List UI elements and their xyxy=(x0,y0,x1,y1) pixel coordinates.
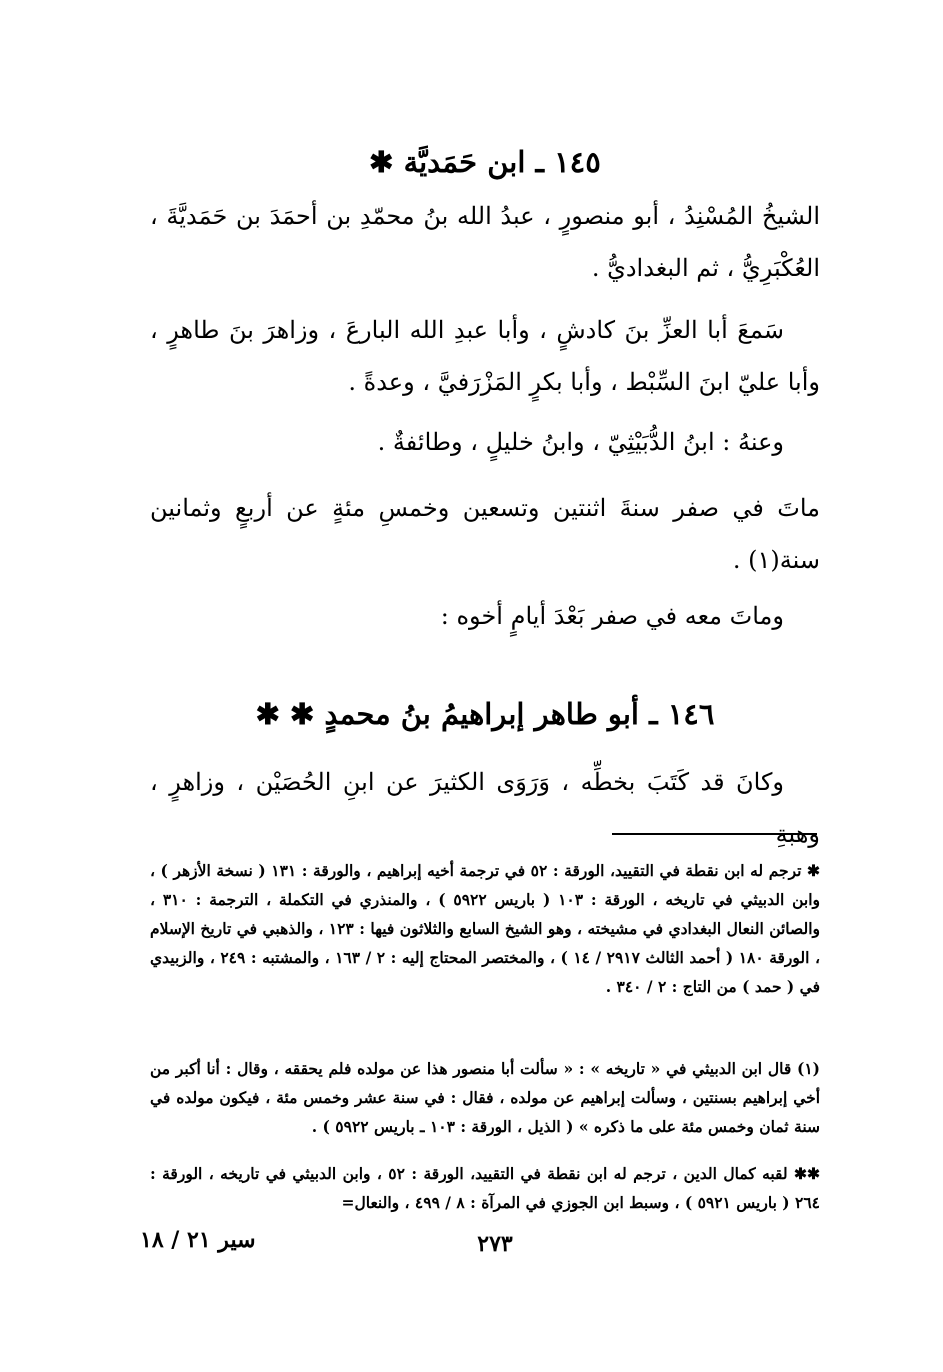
footnote-double-star: ✱✱ لقبه كمال الدين ، ترجم له ابن نقطة في التقييد، الورقة : ٥٢ ، وابن الدبيثي في تاريخه ، الورقة : ٢٦٤ ( باريس ٥٩٢١ ) ، وسبط ابن الجوزي في المرآة : ٨ / ٤٩٩ ، والنعال= xyxy=(150,1164,820,1212)
footnote-separator xyxy=(612,833,817,835)
footnote-star: ✱ ترجم له ابن نقطة في التقييد، الورقة : ٥٢ في ترجمة أخيه إبراهيم ، والورقة : ١٣١ ( نسخة الأزهر ) ، وابن الدبيثي في تاريخه ، الورقة : ١٠٣ ( باريس ٥٩٢٢ ) ، والمنذري في التكملة ، الترجمة : ٣١٠ ، والصائن النعال البغدادي في مشيخته ، وهو الشيخ السابع والثلاثون فيها : ١٢٣ ، والذهبي في تاريخ الإسلام ، الورقة ١٨٠ ( أحمد الثالث ٢٩١٧ / ١٤ ) ، والمختصر المحتاج إليه : ٢ / ١٦٣ ، والمشتبه : ٢٤٩ ، والزبيدي في ( حمد ) من التاج : ٢ / ٣٤٠ . xyxy=(150,861,821,996)
page-number: ٢٧٣ xyxy=(477,1231,513,1257)
entry-145-heading: ١٤٥ ـ ابن حَمَديَّة ✱ xyxy=(369,145,601,179)
entry-146-text: وكانَ قد كَتَبَ بخطِّه ، وَرَوَى الكثيرَ عن ابنِ الحُصَيْن ، وزاهرٍ ، وهبةِ xyxy=(150,768,820,848)
entry-145-death: ماتَ في صفر سنةَ اثنتين وتسعين وخمسِ مئةٍ عن أربعٍ وثمانين سنة(١) . xyxy=(150,494,820,574)
entry-145-heard-from: سَمعَ أبا العزِّ بنَ كادشٍ ، وأبا عبدِ الله البارعَ ، وزاهرَ بنَ طاهرٍ ، وأبا عليّ ابنَ السِّبْط ، وأبا بكرٍ المَزْرَفيَّ ، وعدةً . xyxy=(150,316,820,396)
signature-mark: سير ٢١ / ١٨ xyxy=(140,1227,256,1253)
entry-145-intro: الشيخُ المُسْنِدُ ، أبو منصورٍ ، عبدُ الله بنُ محمّدِ بن أحمَدَ بن حَمَديَّةَ ، العُكْبَرِيُّ ، ثم البغداديُّ . xyxy=(150,202,820,282)
footnote-1: (١) قال ابن الدبيثي في « تاريخه » : « سألت أبا منصور هذا عن مولده فلم يحققه ، وقال : أنا أكبر من أخي إبراهيم بسنتين ، وسألت إبراهيم عن مولده ، فقال : في سنة عشر وخمس مئة ، فيكون مولده في سنة ثمان وخمس مئة على ما ذكره » ( الذيل ، الورقة : ١٠٣ ـ باريس ٥٩٢٢ ) . xyxy=(150,1059,820,1136)
entry-145-brother: وماتَ معه في صفر بَعْدَ أيامٍ أخوه : xyxy=(440,602,784,630)
entry-145-students: وعنهُ : ابنُ الدُّبَيْثِيّ ، وابنُ خليلٍ ، وطائفةٌ . xyxy=(377,428,784,456)
entry-146-heading: ١٤٦ ـ أبو طاهر إبراهيمُ بنُ محمدٍ ✱ ✱ xyxy=(255,697,715,731)
